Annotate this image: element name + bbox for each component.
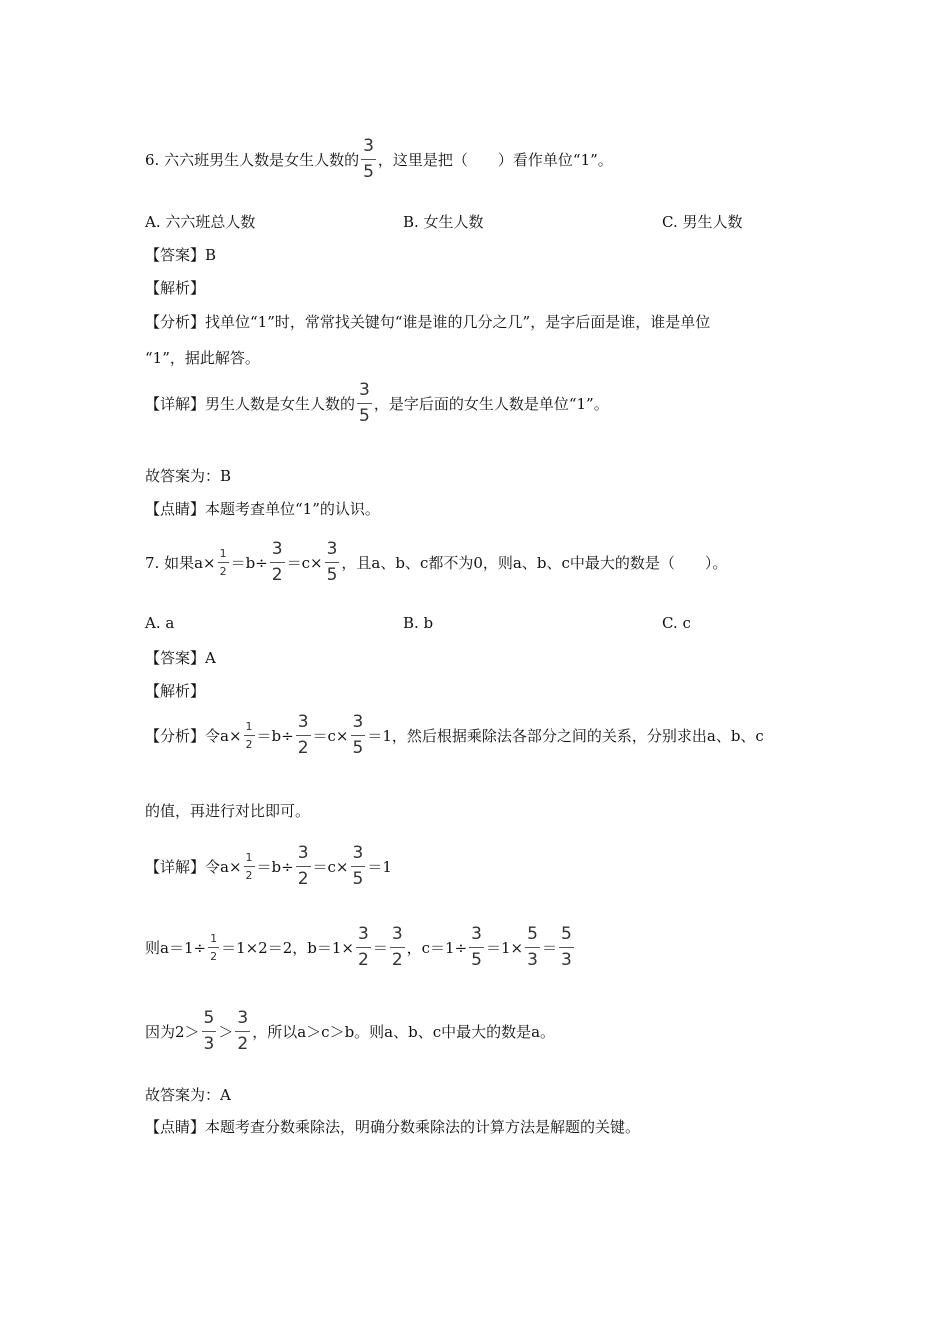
fraction-denominator: 2 (244, 866, 255, 881)
fraction-numerator: 5 (560, 924, 572, 944)
q7-comparison-line (145, 1010, 555, 1053)
fraction-denominator: 2 (296, 866, 311, 888)
compare-text-2: ，所以a＞c＞b。则a、b、c中最大的数是a。 (252, 1023, 556, 1041)
stem-text-1: ＝b÷ (230, 554, 268, 572)
fraction-denominator: 2 (296, 735, 311, 757)
fenxi-fraction-2 (351, 714, 366, 757)
fraction-numerator: 3 (237, 1008, 249, 1028)
fraction-denominator: 5 (351, 866, 366, 888)
fraction-numerator: 3 (297, 843, 309, 863)
q6-analysis-line-2: “1”，据此解答。 (145, 349, 260, 367)
compare-text-1: ＞ (218, 1023, 234, 1041)
q7-calculation-line (145, 926, 576, 969)
q7-detail-line (145, 845, 392, 888)
calc-fraction-4 (525, 926, 540, 969)
q6-option-b: B. 女生人数 (403, 213, 484, 231)
detail-text-3: ＝1 (367, 858, 392, 876)
fenxi-text-0: 【分析】令a× (145, 727, 242, 745)
calc-text-1: ＝1×2＝2，b＝1× (221, 939, 354, 957)
fraction-denominator: 2 (244, 735, 255, 750)
fraction-denominator: 5 (469, 947, 484, 969)
stem-text-2: ＝c× (286, 554, 323, 572)
fraction-numerator: 3 (352, 843, 364, 863)
fraction-denominator: 2 (390, 947, 405, 969)
fraction-numerator: 5 (527, 924, 538, 944)
q6-detail-text-b: ，是字后面的女生人数是单位“1”。 (373, 395, 609, 413)
fraction-numerator: 3 (391, 924, 403, 944)
calc-fraction-1 (356, 926, 371, 969)
q6-option-a: A. 六六班总人数 (145, 213, 256, 231)
detail-fraction-0 (244, 852, 255, 881)
q6-analysis-line-1: 【分析】找单位“1”时，常常找关键句“谁是谁的几分之几”，是字后面是谁，谁是单位 (145, 313, 711, 331)
q7-stem (145, 541, 727, 584)
fraction-denominator: 2 (356, 947, 371, 969)
detail-fraction-1 (296, 845, 311, 888)
fraction-numerator: 3 (271, 539, 283, 559)
stem-fraction-2 (325, 541, 340, 584)
q6-option-c: C. 男生人数 (662, 213, 743, 231)
detail-text-2: ＝c× (312, 858, 349, 876)
q6-stem-fraction: $\frac{3}{5}$ (363, 136, 374, 182)
q6-comment: 【点睛】本题考查单位“1”的认识。 (145, 500, 380, 518)
q7-option-b: B. b (403, 614, 434, 632)
fraction-denominator: 3 (559, 947, 574, 969)
calc-text-4: ＝1× (486, 939, 524, 957)
stem-text-3: ，且a、b、c都不为0，则a、b、c中最大的数是（ ）。 (341, 554, 728, 572)
stem-fraction-1 (270, 541, 285, 584)
calc-fraction-5 (559, 926, 574, 969)
calc-text-2: ＝ (372, 939, 388, 957)
fraction-numerator: 1 (245, 851, 253, 864)
q6-stem-text-b: ，这里是把（ ）看作单位“1”。 (377, 151, 613, 169)
q7-analysis-line-1 (145, 714, 764, 757)
detail-fraction-2 (351, 845, 366, 888)
q7-conclusion: 故答案为：A (145, 1086, 231, 1104)
fraction-numerator: 1 (210, 932, 218, 945)
q7-answer: 【答案】A (145, 649, 216, 667)
fenxi-text-1: ＝b÷ (256, 727, 294, 745)
fraction-numerator: 3 (357, 924, 369, 944)
fraction-numerator: 5 (203, 1008, 215, 1028)
fraction-denominator: 2 (270, 562, 285, 584)
detail-text-0: 【详解】令a× (145, 858, 242, 876)
q6-stem (145, 138, 613, 181)
fraction-numerator: 3 (326, 539, 338, 559)
fraction-numerator: 3 (297, 712, 309, 732)
q7-analysis-line-2: 的值，再进行对比即可。 (145, 802, 311, 820)
fraction-numerator: 3 (352, 712, 364, 732)
calc-text-0: 则a＝1÷ (145, 939, 207, 957)
fenxi-text-3: ＝1，然后根据乘除法各部分之间的关系，分别求出a、b、c (367, 727, 764, 745)
fenxi-text-2: ＝c× (312, 727, 349, 745)
q7-option-c: C. c (662, 614, 691, 632)
detail-text-1: ＝b÷ (256, 858, 294, 876)
calc-fraction-2 (390, 926, 405, 969)
q6-analysis-heading: 【解析】 (145, 279, 206, 297)
fenxi-fraction-0 (244, 721, 255, 750)
fraction-denominator: 5 (325, 562, 340, 584)
calc-fraction-0 (208, 933, 219, 962)
q6-detail-fraction: $\frac{3}{5}$ (359, 380, 370, 426)
stem-text-0: 7. 如果a× (145, 554, 216, 572)
stem-fraction-0 (218, 548, 229, 577)
fraction-denominator: 2 (235, 1031, 250, 1053)
fraction-denominator: 2 (208, 947, 219, 962)
fraction-denominator: 2 (218, 562, 229, 577)
q7-option-a: A. a (145, 614, 175, 632)
compare-fraction-0 (202, 1010, 217, 1053)
q6-detail (145, 382, 609, 425)
fraction-numerator: 1 (219, 547, 227, 560)
q6-conclusion: 故答案为：B (145, 467, 232, 485)
fraction-denominator: 5 (351, 735, 366, 757)
q6-detail-text-a: 【详解】男生人数是女生人数的 (145, 395, 356, 413)
q6-stem-text-a: 6. 六六班男生人数是女生人数的 (145, 151, 360, 169)
compare-fraction-1 (235, 1010, 250, 1053)
fraction-numerator: 3 (471, 924, 482, 944)
fraction-denominator: 3 (202, 1031, 217, 1053)
q7-analysis-heading: 【解析】 (145, 682, 206, 700)
fraction-numerator: 1 (245, 720, 253, 733)
calc-fraction-3 (469, 926, 484, 969)
fenxi-fraction-1 (296, 714, 311, 757)
q6-answer: 【答案】B (145, 246, 217, 264)
q7-comment: 【点睛】本题考查分数乘除法，明确分数乘除法的计算方法是解题的关键。 (145, 1118, 641, 1136)
fraction-denominator: 3 (525, 947, 540, 969)
calc-text-3: ，c＝1÷ (406, 939, 468, 957)
calc-text-5: ＝ (541, 939, 557, 957)
compare-text-0: 因为2＞ (145, 1023, 200, 1041)
